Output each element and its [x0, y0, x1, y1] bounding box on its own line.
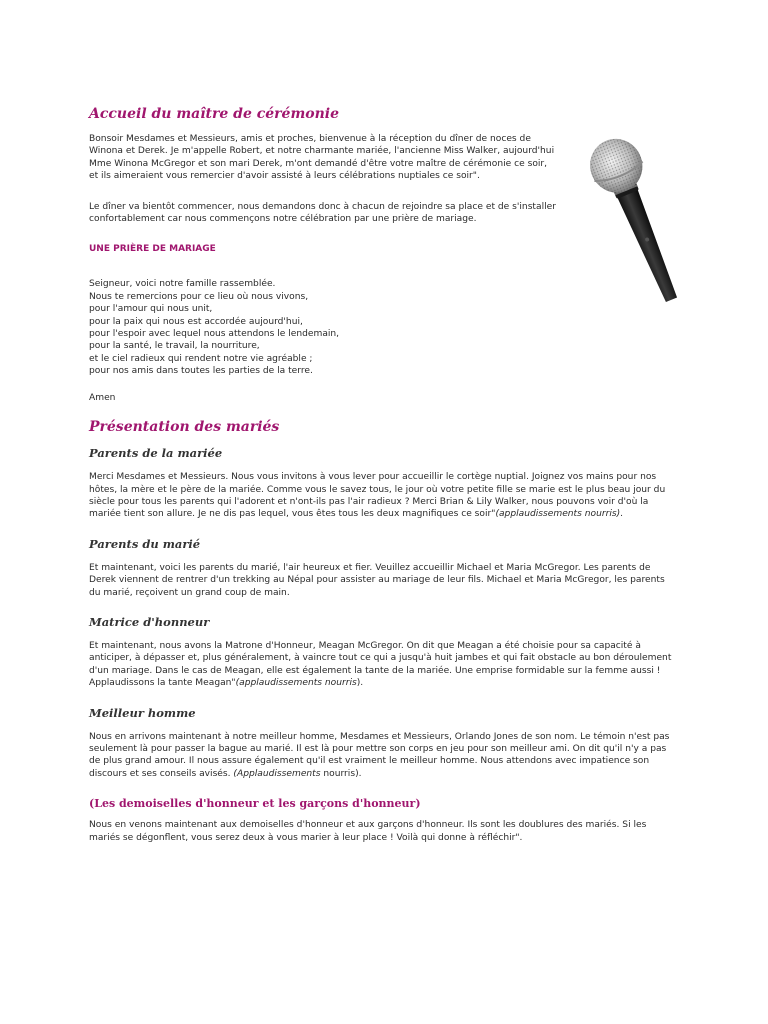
bride-parents-applause: (applaudissements nourris): [495, 509, 621, 520]
bride-parents-paragraph: [89, 471, 679, 521]
best-man-applause: (Applaudissements: [233, 768, 321, 779]
prayer-line: et le ciel radieux qui rendent notre vie agréable ;: [89, 353, 313, 364]
best-man-end: nourris).: [320, 768, 362, 779]
maid-of-honour-end: ).: [356, 678, 364, 689]
groom-parents-heading: Parents du marié: [89, 536, 201, 551]
maid-of-honour-heading: Matrice d'honneur: [89, 614, 210, 629]
prayer-line: pour l'espoir avec lequel nous attendons le lendemain,: [89, 329, 340, 340]
bride-parents-text: Merci Mesdames et Messieurs. Nous vous invitons à vous lever pour accueillir le cortège nuptial. Joignez vos mains pour nos hôtes, la mère et le père de la mariée. Comme vous le savez tous, le jour où votre petite fille se marie est le plus beau jour du siècle pour tous les parents qui l'adorent et n'ont-ils pas l'air radieux ? Merci Brian & Lily Walker, nous pouvons voir d'où la mariée tient son allure. Je ne dis pas lequel, vous êtes tous les deux magnifiques ce soir": [89, 472, 666, 520]
prayer-line: pour la santé, le travail, la nourriture,: [89, 341, 260, 352]
maid-of-honour-applause: (applaudissements nourris: [235, 678, 357, 689]
bridesmaids-paragraph: Nous en venons maintenant aux demoiselles d'honneur et aux garçons d'honneur. Ils sont les doublures des mariés. Si les mariés se dégonflent, vous serez deux à vous marier à leur place ! Voilà qui donne à réfléchir".: [89, 820, 647, 843]
welcome-heading: Accueil du maître de cérémonie: [89, 106, 340, 122]
prayer-heading: UNE PRIÈRE DE MARIAGE: [89, 244, 216, 255]
prayer-amen: Amen: [89, 392, 116, 403]
prayer-line: pour l'amour qui nous unit,: [89, 304, 213, 315]
presentation-heading: Présentation des mariés: [89, 419, 280, 436]
bridesmaids-heading: (Les demoiselles d'honneur et les garçons d'honneur): [89, 797, 421, 811]
maid-of-honour-paragraph: [89, 640, 679, 690]
maid-of-honour-text: Et maintenant, nous avons la Matrone d'Honneur, Meagan McGregor. On dit que Meagan a été choisie pour sa capacité à anticiper, à dépasser et, plus généralement, à vaincre tout ce qui a jusqu'à huit jambes et qui fait obstacle au bon déroulement d'un mariage. Dans le cas de Meagan, elle est également la tante de la mariée. Une emprise formidable sur la femme aussi ! Applaudissons la tante Meagan": [89, 640, 672, 689]
best-man-paragraph: [89, 731, 679, 781]
bride-parents-heading: Parents de la mariée: [89, 446, 223, 461]
welcome-paragraph-1: Bonsoir Mesdames et Messieurs, amis et proches, bienvenue à la réception du dîner de noces de Winona et Derek. Je m'appelle Robert, et notre charmante mariée, l'ancienne Miss Walker, aujourd'hui Mme Winona McGregor et son mari Derek, m'ont demandé d'être votre maître de cérémonie ce soir, et ils aimeraient vous remercier d'avoir assisté à leurs célébrations nuptiales ce soir".: [89, 134, 555, 182]
prayer-text: [89, 278, 679, 377]
prayer-line: pour nos amis dans toutes les parties de la terre.: [89, 366, 313, 377]
groom-parents-paragraph: Et maintenant, voici les parents du marié, l'air heureux et fier. Veuillez accueillir Michael et Maria McGregor. Les parents de Derek viennent de rentrer d'un trekking au Népal pour assister au mariage de leur fils. Michael et Maria McGregor, les parents du marié, reçoivent un grand coup de main.: [89, 562, 665, 598]
prayer-line: Nous te remercions pour ce lieu où nous vivons,: [89, 291, 309, 302]
best-man-text: Nous en arrivons maintenant à notre meilleur homme, Mesdames et Messieurs, Orlando Jones de son nom. Le témoin n'est pas seulement là pour passer la bague au marié. Il est là pour mettre son corps en jeu pour son meilleur ami. On dit qu'il n'y a pas de plus grand amour. Il nous assure également qu'il est vraiment le meilleur homme. Nous attendons avec impatience son discours et ses conseils avisés.: [89, 731, 670, 779]
bride-parents-end: .: [620, 509, 624, 520]
welcome-paragraph-2: Le dîner va bientôt commencer, nous demandons donc à chacun de rejoindre sa place et de s'installer confortablement car nous commençons notre célébration par une prière de mariage.: [89, 201, 556, 225]
best-man-heading: Meilleur homme: [89, 705, 196, 720]
prayer-line: pour la paix qui nous est accordée aujourd'hui,: [89, 316, 303, 327]
prayer-line: Seigneur, voici notre famille rassemblée.: [89, 279, 276, 290]
document-body: [89, 105, 679, 854]
